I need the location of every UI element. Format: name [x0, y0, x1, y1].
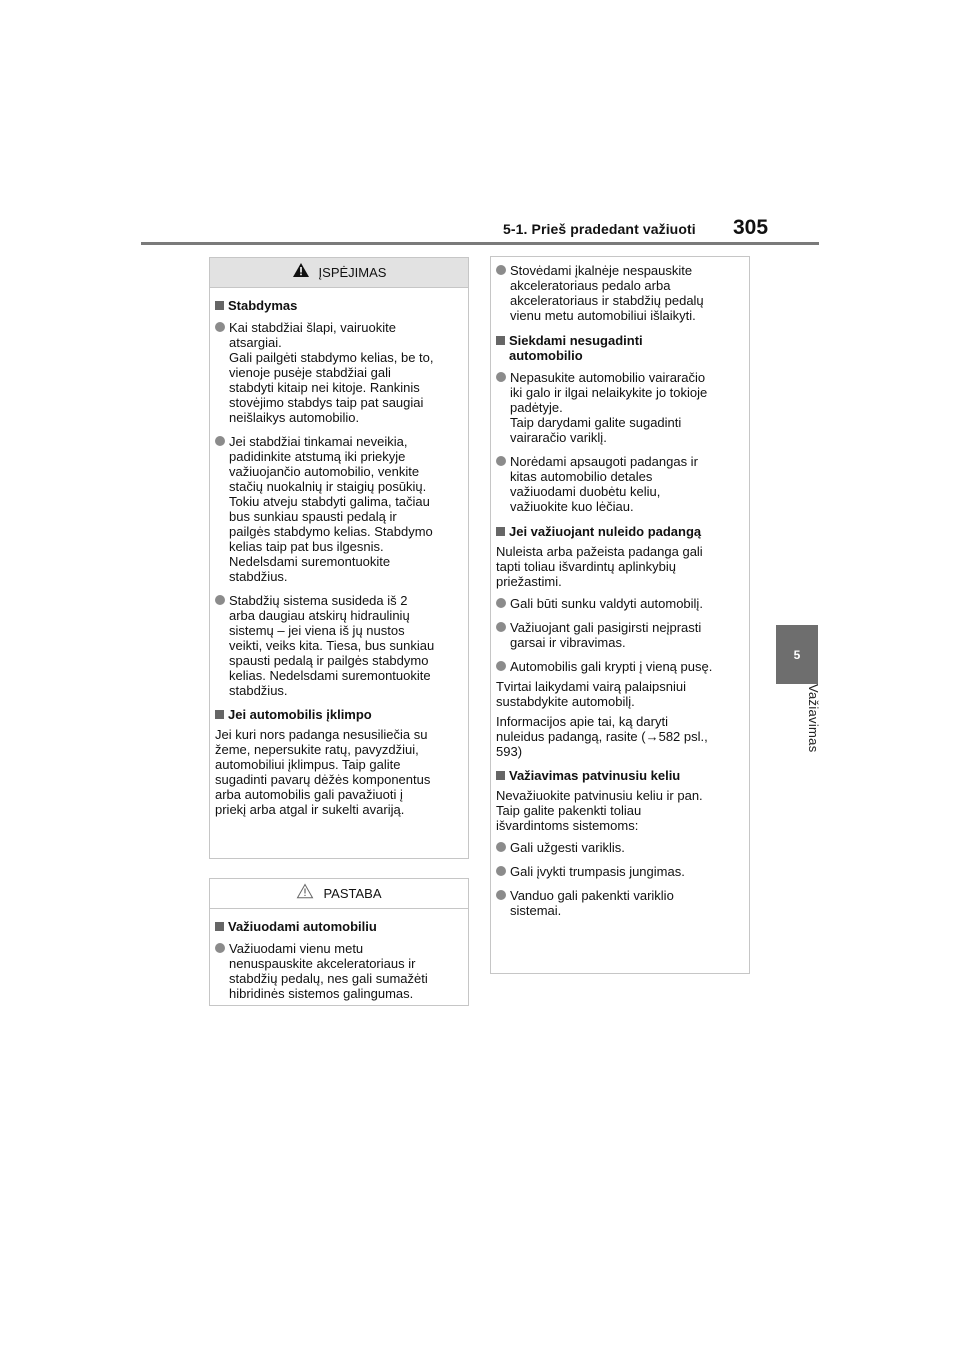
round-bullet-icon: [215, 595, 225, 605]
section-heading-text: Važiavimas patvinusiu keliu: [509, 768, 681, 783]
section-heading-text: Jei automobilis įklimpo: [228, 707, 372, 722]
bullet-text: Nepasukite automobilio vairaračio iki galo ir ilgai nelaikykite jo tokioje padėtyje. Taip darydami galite sugadinti vairaračio variklį.: [510, 370, 708, 445]
paragraph: Informacijos apie tai, ką daryti nuleidus padangą, rasite (→582 psl., 593): [496, 714, 708, 759]
bullet-item: [496, 370, 745, 445]
warning-box-continued: [490, 256, 750, 974]
section-title: 5-1. Prieš pradedant važiuoti: [503, 221, 696, 237]
warning-box-header: [210, 258, 468, 288]
section-heading: [215, 707, 464, 722]
bullet-item: [496, 454, 745, 514]
warning-heading: ĮSPĖJIMAS: [318, 265, 387, 280]
bullet-item: [496, 263, 745, 323]
section-heading: [215, 919, 464, 934]
section-heading: [215, 298, 464, 313]
round-bullet-icon: [496, 866, 506, 876]
round-bullet-icon: [496, 842, 506, 852]
paragraph: Tvirtai laikydami vairą palaipsniui sustabdykite automobilį.: [496, 679, 687, 709]
square-bullet-icon: [215, 922, 224, 931]
page-number: 305: [733, 216, 769, 239]
header-divider: [141, 242, 819, 245]
section-heading: [496, 524, 745, 539]
chapter-tab[interactable]: [776, 625, 818, 684]
bullet-item: [496, 888, 745, 918]
section-heading-text: Stabdymas: [228, 298, 298, 313]
chapter-label: Važiavimas: [806, 684, 821, 753]
bullet-item: [496, 620, 745, 650]
caution-triangle-icon: [296, 883, 314, 904]
bullet-text: Gali užgesti variklis.: [510, 840, 625, 855]
paragraph: Nuleista arba pažeista padanga gali tapti toliau išvardintų aplinkybių priežastimi.: [496, 544, 703, 589]
bullet-item: [215, 941, 464, 1001]
bullet-item: [496, 864, 745, 879]
round-bullet-icon: [496, 372, 506, 382]
section-heading-text: Jei važiuojant nuleido padangą: [509, 524, 702, 539]
warning-box: [209, 257, 469, 859]
round-bullet-icon: [496, 265, 506, 275]
bullet-text: Norėdami apsaugoti padangas ir kitas automobilio detales važiuodami duobėtu keliu, važiuokite kuo lėčiau.: [510, 454, 698, 514]
round-bullet-icon: [496, 598, 506, 608]
section-heading-text: Važiuodami automobiliu: [228, 919, 377, 934]
paragraph: Jei kuri nors padanga nesusiliečia su žeme, nepersukite ratų, pavyzdžiui, automobiliui įklimpus. Taip galite sugadinti pavarų dėžės komponentus arba automobilis gali pavažiuoti į priekį arba atgal ir sukelti avariją.: [215, 727, 431, 817]
bullet-item: [215, 320, 464, 425]
bullet-text: Jei stabdžiai tinkamai neveikia, padidinkite atstumą iki priekyje važiuojančio automobilio, venkite stačių nuokalnių ir staigių posūkių. Tokiu atveju stabdyti galima, tačiau bus sunkiau spausti pedalą ir pailgės stabdymo kelias. Stabdymo kelias taip pat bus ilgesnis. Nedelsdami suremontuokite stabdžius.: [229, 434, 433, 584]
bullet-item: [496, 840, 745, 855]
round-bullet-icon: [215, 322, 225, 332]
round-bullet-icon: [215, 943, 225, 953]
bullet-item: [496, 596, 745, 611]
note-box: [209, 878, 469, 1006]
bullet-text: Važiuojant gali pasigirsti neįprasti garsai ir vibravimas.: [510, 620, 702, 650]
round-bullet-icon: [496, 622, 506, 632]
chapter-number: 5: [793, 647, 801, 662]
square-bullet-icon: [496, 336, 505, 345]
note-box-header: [210, 879, 468, 909]
bullet-text: Stabdžių sistema susideda iš 2 arba daugiau atskirų hidraulinių sistemų – jei viena iš jų nustos veikti, veiks kita. Tiesa, bus sunkiau spausti pedalą ir pailgės stabdymo kelias. Nedelsdami suremontuokite stabdžius.: [229, 593, 435, 698]
bullet-text: Gali būti sunku valdyti automobilį.: [510, 596, 703, 611]
bullet-text: Kai stabdžiai šlapi, vairuokite atsargiai. Gali pailgėti stabdymo kelias, be to, vienoje pusėje stabdžiai gali stabdyti kitaip nei kitoje. Rankinis stovėjimo stabdys taip pat saugiai neišlaikys automobilio.: [229, 320, 434, 425]
square-bullet-icon: [496, 771, 505, 780]
bullet-text: Vanduo gali pakenkti variklio sistemai.: [510, 888, 674, 918]
round-bullet-icon: [215, 436, 225, 446]
section-heading: [496, 768, 745, 783]
warning-triangle-icon: [292, 262, 310, 283]
round-bullet-icon: [496, 661, 506, 671]
square-bullet-icon: [215, 301, 224, 310]
square-bullet-icon: [496, 527, 505, 536]
round-bullet-icon: [496, 456, 506, 466]
bullet-text: Automobilis gali krypti į vieną pusę.: [510, 659, 713, 674]
bullet-text: Gali įvykti trumpasis jungimas.: [510, 864, 685, 879]
round-bullet-icon: [496, 890, 506, 900]
bullet-item: [496, 659, 745, 674]
section-heading: [496, 333, 745, 363]
bullet-text: Važiuodami vienu metu nenuspauskite akceleratoriaus ir stabdžių pedalų, nes gali sumažėti hibridinės sistemos galingumas.: [229, 941, 428, 1001]
bullet-text: Stovėdami įkalnėje nespauskite akceleratoriaus pedalo arba akceleratoriaus ir stabdžių pedalų vienu metu automobiliui išlaikyti.: [510, 263, 704, 323]
paragraph: Nevažiuokite patvinusiu keliu ir pan. Taip galite pakenkti toliau išvardintoms sistemoms:: [496, 788, 703, 833]
bullet-item: [215, 434, 464, 584]
bullet-item: [215, 593, 464, 698]
section-heading-text: Siekdami nesugadinti automobilio: [509, 333, 643, 363]
note-heading: PASTABA: [323, 886, 382, 901]
square-bullet-icon: [215, 710, 224, 719]
